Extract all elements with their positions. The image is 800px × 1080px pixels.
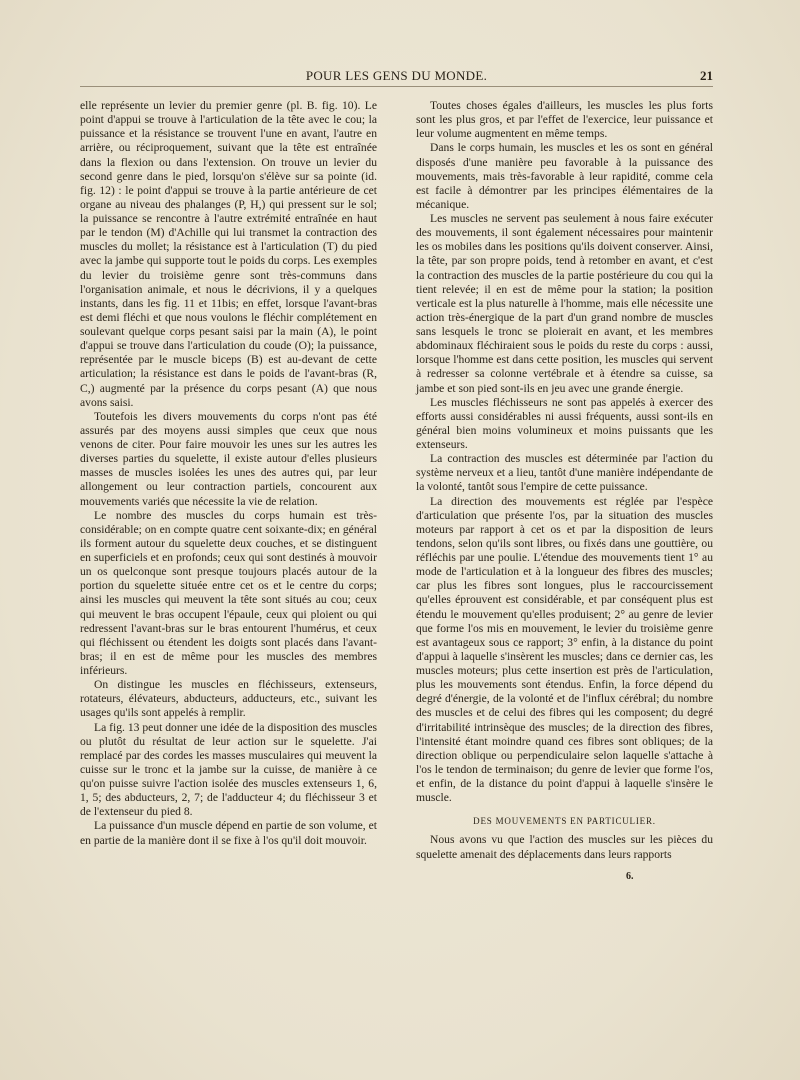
paragraph: Le nombre des muscles du corps humain est très-considérable; on en compte quatre cent soixante-dix; en général ils forment autour du squelette deux couches, et se distinguent en superficiels et en profonds; ceux qui sont destinés à mouvoir un os quelconque sont presque toujours placés autour de la portion du squelette située entre cet os et le centre du corps; ainsi les muscles qui meuvent la tête sont situés au cou; ceux qui meuvent le bras occupent l'épaule, ceux qui ploient ou qui redressent l'avant-bras sur le bras entourent l'humérus, et ceux qui fléchissent ou étendent les doigts sont placés dans l'avant-bras; il en est de même pour les muscles des membres inférieurs. (80, 508, 377, 677)
signature-mark: 6. (626, 871, 634, 882)
paragraph: On distingue les muscles en fléchisseurs, extenseurs, rotateurs, élévateurs, abducteurs, adducteurs, etc., suivant les usages qu'ils sont appelés à remplir. (80, 678, 377, 720)
paragraph: Toutefois les divers mouvements du corps n'ont pas été assurés par des moyens aussi simples que ceux que nous venons de citer. Pour faire mouvoir les unes sur les autres les diverses parties du squelette, il existe autour d'elles plusieurs masses de muscles isolées les unes des autres qui, par leur allongement ou leur contraction partiels, concourent aux mouvements variés que nécessite la vie de relation. (80, 409, 377, 508)
paragraph: La contraction des muscles est déterminée par l'action du système nerveux et a lieu, tantôt d'une manière indépendante de la volonté, tantôt sous l'empire de cette puissance. (416, 452, 713, 494)
page-header (80, 68, 713, 87)
right-column (416, 99, 713, 862)
section-heading: DES MOUVEMENTS EN PARTICULIER. (473, 816, 656, 827)
left-column (80, 99, 377, 848)
paragraph: La fig. 13 peut donner une idée de la disposition des muscles ou plutôt du résultat de leur action sur le squelette. J'ai remplacé par des cordes les masses musculaires qui meuvent la cuisse sur le tronc et la jambe sur la cuisse, de manière à ce qu'on puisse suivre l'action isolée des muscles extenseurs 1, 6, 1, 5; des abducteurs, 2, 7; de l'adducteur 4; du fléchisseur 3 et de l'extenseur du pied 8. (80, 720, 377, 819)
paragraph: elle représente un levier du premier genre (pl. B. fig. 10). Le point d'appui se trouve à l'articulation de la tête avec le cou; la puissance et la résistance se trouvent l'une en avant, l'autre en arrière, ou réciproquement, suivant que la tête est entraînée dans la flexion ou dans l'extension. On trouve un levier du second genre dans le pied, lorsqu'on s'élève sur sa pointe (id. fig. 12) : le point d'appui se trouve à la partie antérieure de cet organe au niveau des phalanges (P, H,) qui pressent sur le sol; la puissance se rencontre à l'autre extrémité entraînée en haut par le tendon (M) d'Achille qui lui transmet la contraction des muscles du mollet; la résistance est à l'articulation (T) du pied avec la jambe qui supporte tout le poids du corps. Les exemples du levier du troisième genre sont très-communs dans l'organisation animale, et nous le décrivions, il y a quelques instants, dans les fig. 11 et 11bis; en effet, lorsque l'avant-bras est demi fléchi et que nous voulons le fléchir complétement en soulevant quelque corps pesant saisi par la main (A), le point d'appui se trouve dans l'articulation du coude (O); la puissance, représentée par le muscle biceps (B) est au-devant de cette articulation; la résistance est dans le poids de l'avant-bras (R, C,) augmenté par la présence du corps pesant (A) que nous avons saisi. (80, 99, 377, 409)
paragraph: Toutes choses égales d'ailleurs, les muscles les plus forts sont les plus gros, et par l'effet de l'exercice, leur puissance et leur volume augmentent en même temps. (416, 99, 713, 141)
paragraph: Nous avons vu que l'action des muscles sur les pièces du squelette amenait des déplacements dans leurs rapports (416, 833, 713, 861)
paragraph: Dans le corps humain, les muscles et les os sont en général disposés d'une manière peu favorable à la puissance des mouvements, mais très-favorable à leur rapidité, comme cela est facile à démontrer par les principes élémentaires de la mécanique. (416, 141, 713, 211)
paragraph: Les muscles ne servent pas seulement à nous faire exécuter des mouvements, il sont également nécessaires pour maintenir les os mobiles dans les positions qu'ils doivent conserver. Ainsi, la tête, par son propre poids, tend à retomber en avant, et c'est la contraction des muscles de la partie postérieure du cou qui la tient relevée; il en est de même pour la station; la position verticale est la plus naturelle à l'homme, mais elle nécessite une action très-énergique de la part d'un grand nombre de muscles sans lesquels le tronc se ploierait en avant, et les membres abdominaux fléchiraient sous le poids du reste du corps : aussi, lorsque l'homme est dans cette position, les muscles qui servent à redresser sa colonne vertébrale et à étendre sa cuisse, sa jambe et son pied sont-ils en jeu avec une grande énergie. (416, 212, 713, 395)
running-title: POUR LES GENS DU MONDE. (305, 68, 488, 83)
paragraph: Les muscles fléchisseurs ne sont pas appelés à exercer des efforts aussi considérables ni aussi fréquents, aussi sont-ils en général bien moins volumineux et moins puissants que les extenseurs. (416, 395, 713, 451)
paragraph: La puissance d'un muscle dépend en partie de son volume, et en partie de la manière dont il se fixe à l'os qu'il doit mouvoir. (80, 819, 377, 847)
page-number: 21 (700, 68, 713, 83)
paragraph: La direction des mouvements est réglée par l'espèce d'articulation que présente l'os, par la situation des muscles moteurs par rapport à cet os et par la disposition de leurs tendons, selon qu'ils sont libres, ou fixés dans une gouttière, ou réfléchis par une poulie. L'étendue des mouvements tient 1° au mode de l'articulation et à la longueur des fibres des muscles; car plus les fibres sont longues, plus le raccourcissement qu'elles éprouvent est considérable, et par conséquent plus est étendu le mouvement qu'elles produisent; 2° au genre de levier que forme l'os mis en mouvement, le levier du troisième genre est avantageux sous ce rapport; 3° enfin, à la distance du point d'appui à laquelle s'insèrent les muscles; dans ce dernier cas, les muscles moteurs; plus cette insertion est près de l'articulation, plus les mouvements sont étendus. Enfin, la force dépend du degré d'énergie, de la volonté et de l'influx cérébral; du nombre des muscles et de celui des fibres qui les composent; du degré d'irritabilité intrinsèque des muscles; de la direction des fibres, l'intensité étant moindre quand ces fibres sont obliques; de la direction oblique ou perpendiculaire selon laquelle s'attache à l'os le tendon de terminaison; du genre de levier que forme l'os, et enfin, de la distance du point d'appui à laquelle s'insère le muscle. (416, 494, 713, 805)
